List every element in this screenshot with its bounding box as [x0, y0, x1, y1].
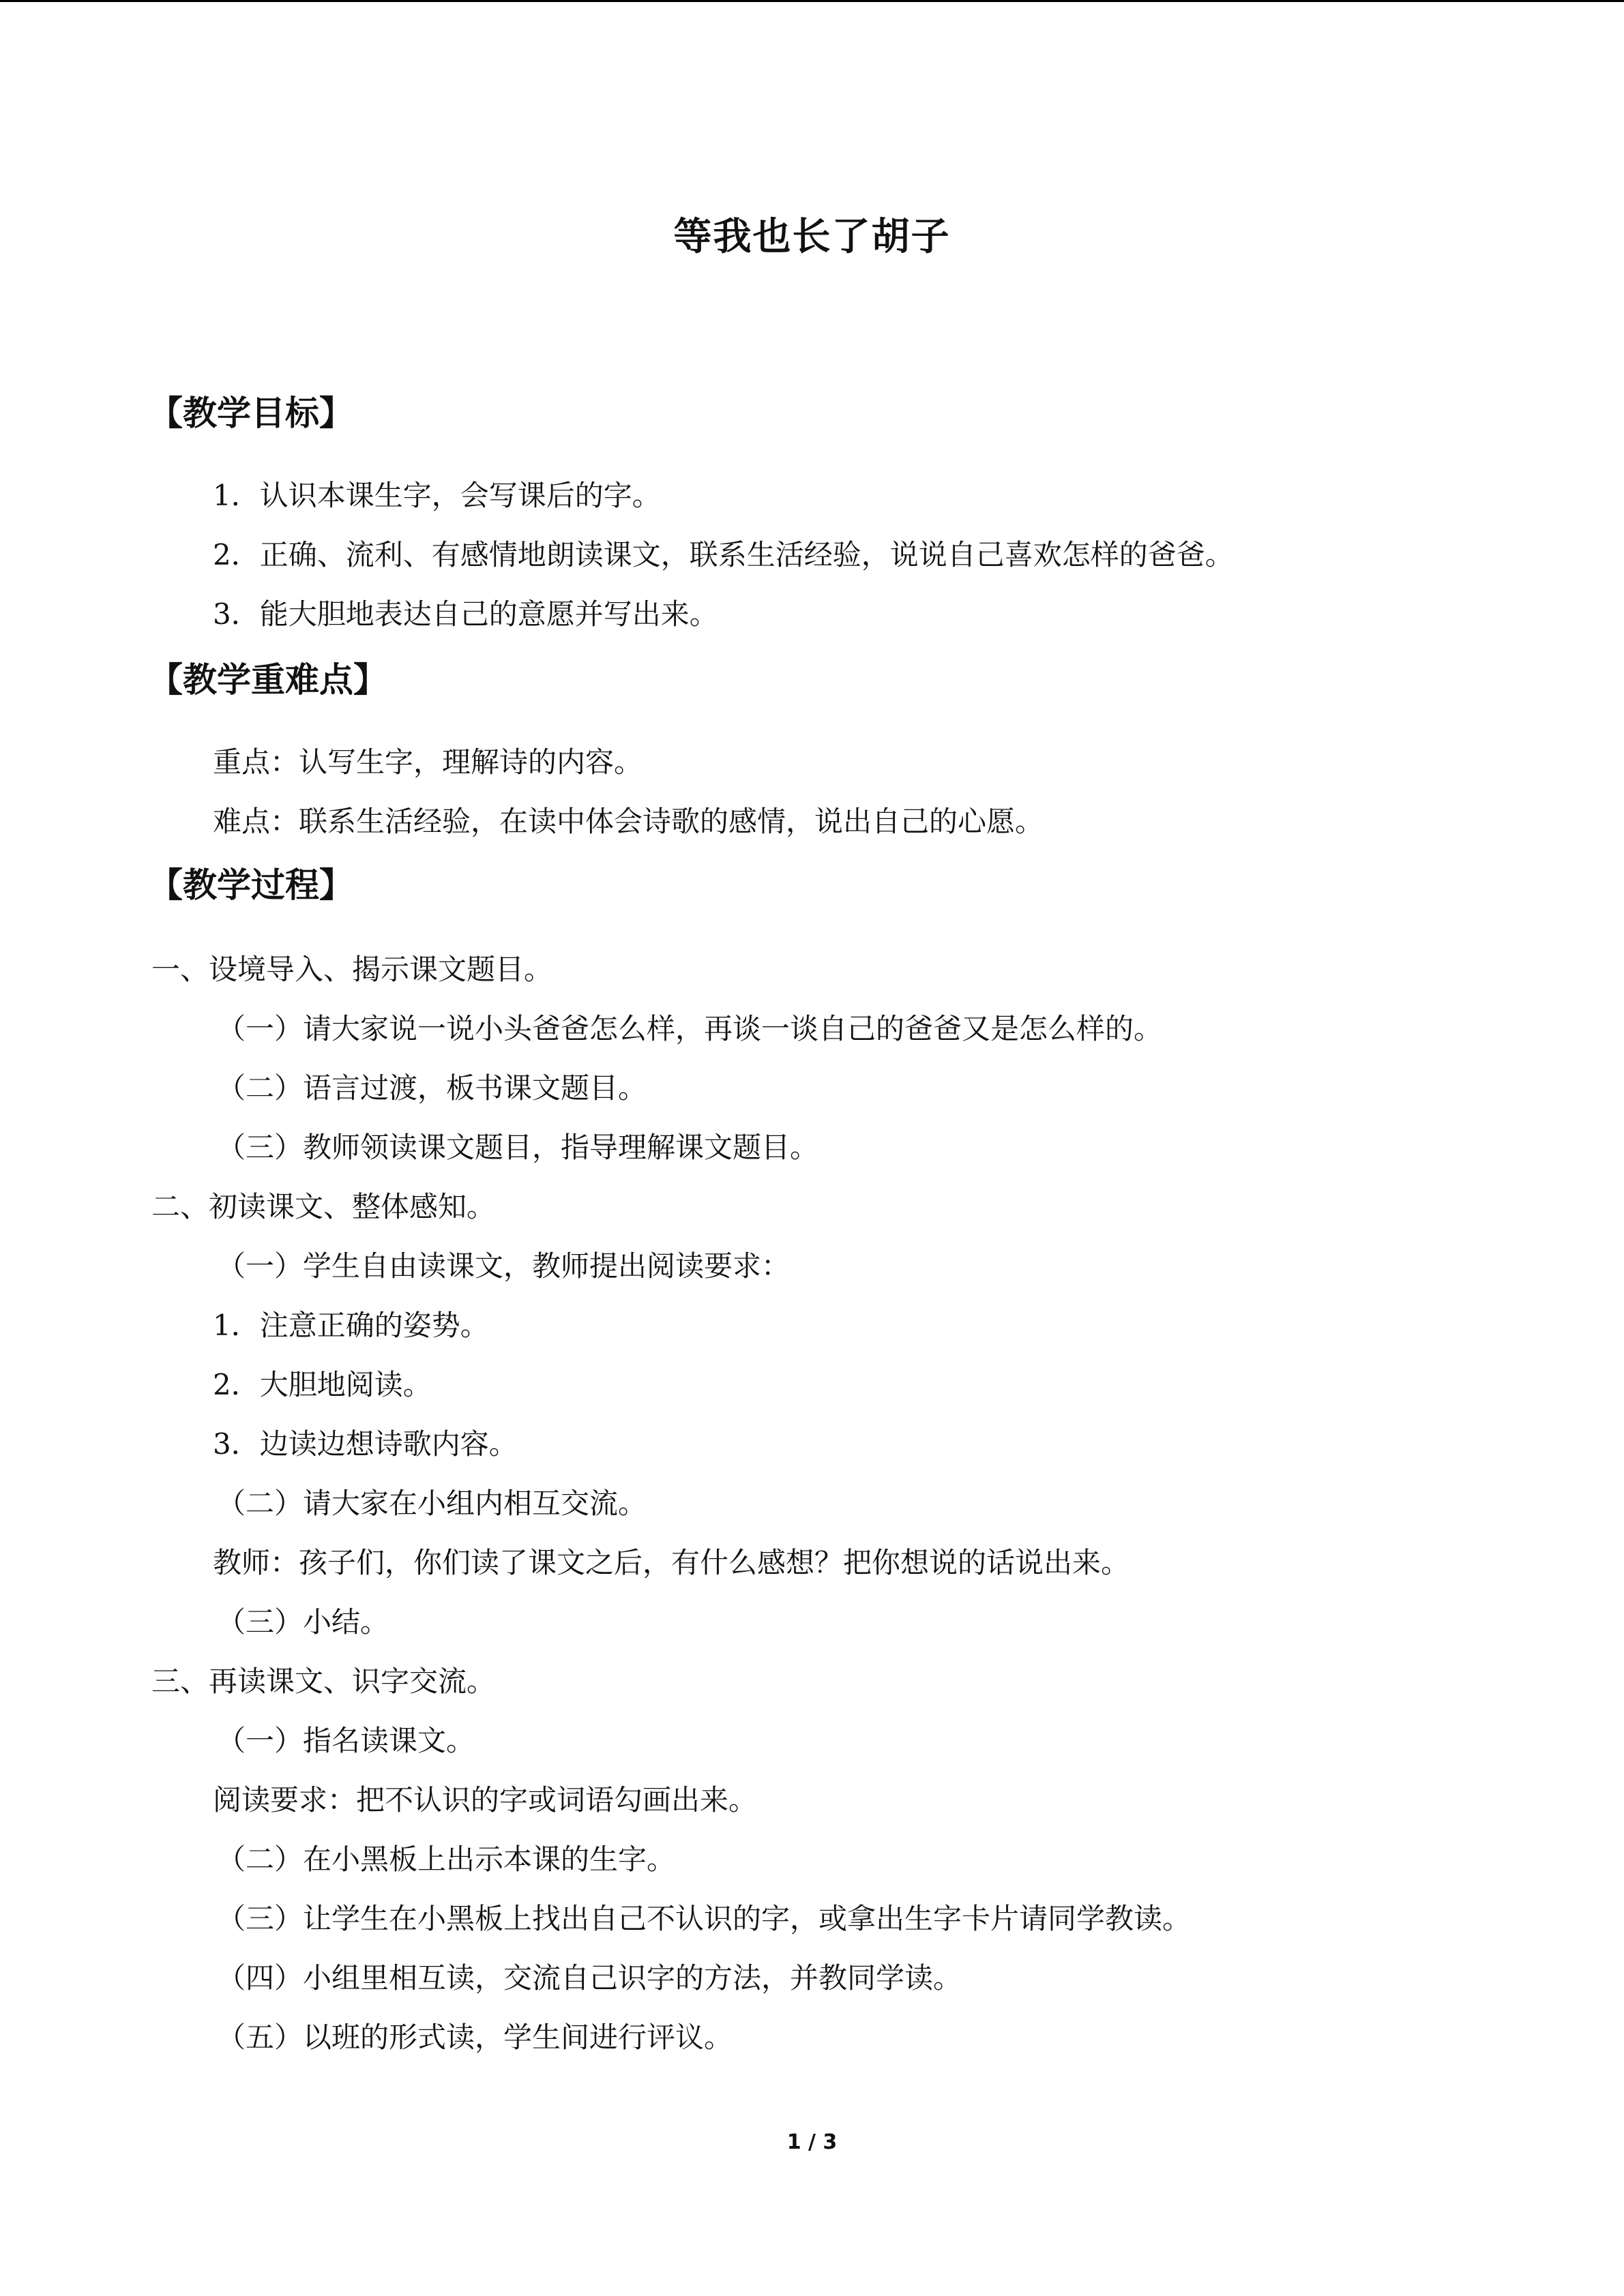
section3-item-2: 阅读要求：把不认识的字或词语勾画出来。: [213, 1783, 758, 1817]
section2-item-6: 教师：孩子们，你们读了课文之后，有什么感想？把你想说的话说出来。: [213, 1546, 1130, 1579]
section-title-3: 三、再读课文、识字交流。: [151, 1665, 496, 1698]
goal-item-2: 2．正确、流利、有感情地朗读课文，联系生活经验，说说自己喜欢怎样的爸爸。: [213, 538, 1234, 571]
section2-item-7: （三）小结。: [217, 1605, 389, 1639]
document-title: 等我也长了胡子: [673, 215, 951, 259]
section3-item-6: （五）以班的形式读，学生间进行评议。: [217, 2021, 733, 2054]
page-number: 1 / 3: [786, 2130, 838, 2154]
section3-item-5: （四）小组里相互读，交流自己识字的方法，并教同学读。: [217, 1961, 962, 1995]
section-title-1: 一、设境导入、揭示课文题目。: [151, 953, 553, 986]
section2-item-4: 3．边读边想诗歌内容。: [213, 1427, 518, 1461]
section2-item-2: 1．注意正确的姿势。: [213, 1309, 489, 1342]
key-point-item: 重点：认写生字，理解诗的内容。: [213, 745, 643, 779]
section2-item-1: （一）学生自由读课文，教师提出阅读要求：: [217, 1249, 791, 1283]
top-border-line: [0, 0, 1624, 2]
difficulty-item: 难点：联系生活经验，在读中体会诗歌的感情，说出自己的心愿。: [213, 805, 1044, 838]
heading-key-points: 【教学重难点】: [149, 660, 387, 700]
section3-item-3: （二）在小黑板上出示本课的生字。: [217, 1843, 676, 1876]
heading-teaching-goals: 【教学目标】: [149, 393, 353, 433]
goal-item-1: 1．认识本课生字，会写课后的字。: [213, 479, 661, 512]
goal-item-3: 3．能大胆地表达自己的意愿并写出来。: [213, 597, 718, 631]
section1-item-3: （三）教师领读课文题目，指导理解课文题目。: [217, 1131, 819, 1164]
section1-item-2: （二）语言过渡，板书课文题目。: [217, 1071, 647, 1105]
heading-teaching-process: 【教学过程】: [149, 865, 353, 905]
section2-item-5: （二）请大家在小组内相互交流。: [217, 1487, 647, 1520]
section3-item-1: （一）指名读课文。: [217, 1724, 475, 1757]
section2-item-3: 2．大胆地阅读。: [213, 1368, 432, 1401]
section3-item-4: （三）让学生在小黑板上找出自己不认识的字，或拿出生字卡片请同学教读。: [217, 1902, 1192, 1935]
section-title-2: 二、初读课文、整体感知。: [151, 1190, 496, 1223]
section1-item-1: （一）请大家说一说小头爸爸怎么样，再谈一谈自己的爸爸又是怎么样的。: [217, 1012, 1163, 1045]
